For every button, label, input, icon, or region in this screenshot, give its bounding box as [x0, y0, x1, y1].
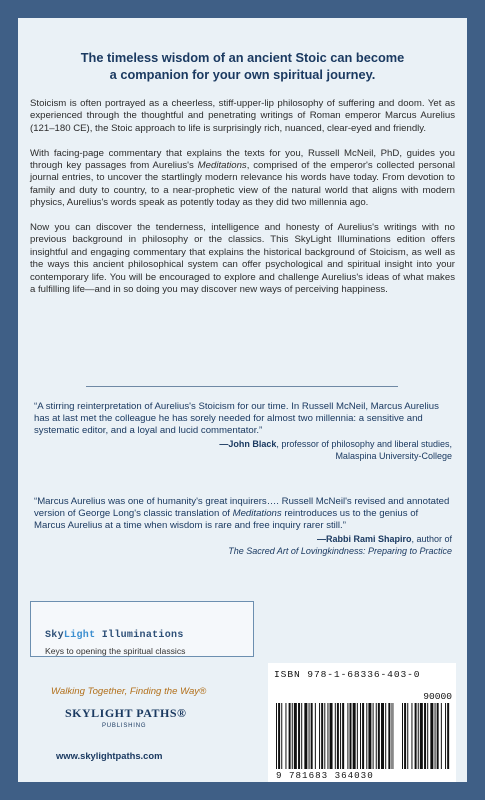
barcode-bar	[311, 703, 313, 769]
barcode-bar	[309, 703, 310, 769]
endorsement-2-work-title: The Sacred Art of Lovingkindness: Preparing to Practice	[228, 545, 452, 556]
barcode-bar	[294, 703, 297, 769]
series-badge	[30, 601, 254, 657]
endorsement-1-text: “A stirring reinterpretation of Aurelius's Stoicism for our time. In Russell McNeil, Marcus Aurelius has at last met the colleague he has sorely needed for almost two millennia: a sensitive and systematic editor, and a loyal and lucid commentator.”	[34, 401, 439, 437]
publisher-logo-sub: PUBLISHING	[102, 723, 147, 729]
barcode-bar	[289, 703, 291, 769]
headline-line-1: The timeless wisdom of an ancient Stoic can become	[80, 50, 405, 65]
barcode-bar	[368, 703, 371, 769]
barcode-bar	[298, 703, 300, 769]
barcode-bar	[385, 703, 386, 769]
barcode-bar	[427, 703, 428, 769]
barcode-bar	[445, 703, 446, 769]
barcode-bar	[411, 703, 412, 769]
barcode-bar	[353, 703, 356, 769]
isbn-number: ISBN 978-1-68336-403-0	[274, 669, 421, 680]
barcode-number: 9 781683 364030	[276, 770, 374, 781]
headline-line-2: a companion for your own spiritual journey.	[109, 66, 376, 82]
barcode-bar	[276, 703, 277, 769]
barcode-bar	[315, 703, 316, 769]
barcode-bar	[340, 703, 341, 769]
barcode-bar	[381, 703, 384, 769]
paragraph-2-end: , comprised of the emperor's collected personal journal entries, to uncover the startlingly modern relevance his words have today. From devotion to family and duty to country, to a near-prophetic view of the natural world that aligns with modern physics, Aurelius's words speak as potently today as they did two millennia ago.	[30, 160, 455, 209]
endorsement-2-author: —Rabbi Rami Shapiro	[316, 533, 412, 544]
price-code: 90000	[423, 691, 452, 702]
endorsement-2-text-start: “Marcus Aurelius was one of humanity's great inquirers…. Russell McNeil's revised and annotated version of George Long's classic translation of	[34, 496, 450, 520]
paragraph-2-start: With facing-page commentary that explains the texts for you, Russell McNeil, PhD, guides you through key passages from Aurelius's	[30, 147, 455, 172]
barcode-bar	[447, 703, 449, 769]
barcode-bar	[319, 703, 320, 769]
barcode-bar	[304, 703, 307, 769]
endorsement-2-work	[34, 545, 452, 557]
barcode-bar	[424, 703, 426, 769]
book-title-meditations: Meditations	[197, 160, 247, 172]
series-title-illuminations: Illuminations	[95, 630, 184, 641]
barcode-bar	[357, 703, 358, 769]
barcode-bar	[435, 703, 436, 769]
paragraph-3: Now you can discover the tenderness, intelligence and honesty of Aurelius's writings with no previous background in philosophy or the classics. This SkyLight Illuminations edition offers insightful and engaging commentary that explains the historical background of Stoicism, as well as the ways this ancient philosophical system can offer psychological and spiritual insight into your contemporary life. You will be encouraged to explore and challenge Aurelius's ideas of what makes a fulfilling life—and in so doing you may discover new ways of perceiving happiness.	[30, 222, 455, 296]
barcode-bar	[278, 703, 280, 769]
barcode-bar	[430, 703, 433, 769]
endorsement-2-book-title: Meditations	[232, 508, 282, 520]
barcode-bar	[342, 703, 344, 769]
back-cover	[18, 18, 467, 782]
publisher-logo: SKYLIGHT PATHS®	[65, 706, 187, 720]
barcode-bar	[321, 703, 323, 769]
barcode-bar	[327, 703, 328, 769]
barcode-bar	[337, 703, 339, 769]
endorsement-2-text-end: reintroduces us to the genius of Marcus Aurelius at a time when wisdom is rare and free inquiry rarer still.”	[34, 508, 419, 532]
barcode-panel	[268, 663, 456, 782]
barcode-bar	[407, 703, 408, 769]
endorsement-2-attribution	[34, 533, 452, 545]
barcode-bar	[360, 703, 361, 769]
barcode-bar	[324, 703, 325, 769]
barcode-bar	[366, 703, 367, 769]
barcode-bar	[437, 703, 439, 769]
publisher-tagline: Walking Together, Finding the Way®	[51, 686, 207, 697]
endorsement-2-role: , author of	[411, 533, 452, 544]
barcode-bar	[420, 703, 423, 769]
barcode-bar	[373, 703, 374, 769]
barcode-bar	[292, 703, 293, 769]
description	[30, 98, 455, 309]
publisher-website: www.skylightpaths.com	[56, 750, 163, 761]
divider	[86, 386, 398, 387]
endorsement-1	[34, 401, 452, 462]
paragraph-1: Stoicism is often portrayed as a cheerless, stiff-upper-lip philosophy of suffering and doom. Yet as experienced through the thoughtful and penetrating writings of Roman emperor Marcus Aurelius (121–180 CE), the Stoic approach to life is surprisingly rich, nuanced, clear-eyed and friendly.	[30, 98, 455, 134]
barcode-bar	[281, 703, 282, 769]
barcode-bar	[388, 703, 390, 769]
barcode	[276, 703, 394, 769]
barcode-bar	[330, 703, 333, 769]
barcode-bar	[415, 703, 417, 769]
series-title	[45, 630, 184, 641]
endorsement-1-attribution	[34, 438, 452, 450]
barcode-bar	[347, 703, 348, 769]
barcode-bar	[335, 703, 336, 769]
barcode-bar	[441, 703, 442, 769]
barcode-bar	[378, 703, 380, 769]
paragraph-2	[30, 148, 455, 210]
barcode-bar	[350, 703, 352, 769]
barcode-addon	[402, 703, 450, 769]
barcode-bar	[285, 703, 286, 769]
endorsement-2-text	[34, 496, 452, 533]
barcode-bar	[402, 703, 403, 769]
barcode-bar	[301, 703, 302, 769]
barcode-bar	[376, 703, 377, 769]
barcode-bar	[404, 703, 406, 769]
barcode-bar	[392, 703, 393, 769]
headline	[38, 50, 447, 83]
series-subtitle: Keys to opening the spiritual classics	[45, 646, 186, 656]
endorsement-1-affiliation: Malaspina University-College	[335, 450, 452, 461]
series-title-sky: Sky	[45, 630, 64, 641]
series-title-light: Light	[63, 630, 96, 641]
endorsement-2	[34, 496, 452, 557]
barcode-bar	[418, 703, 419, 769]
endorsement-1-author: —John Black	[219, 438, 277, 449]
barcode-bar	[362, 703, 364, 769]
endorsement-1-role: , professor of philosophy and liberal studies,	[276, 438, 452, 449]
